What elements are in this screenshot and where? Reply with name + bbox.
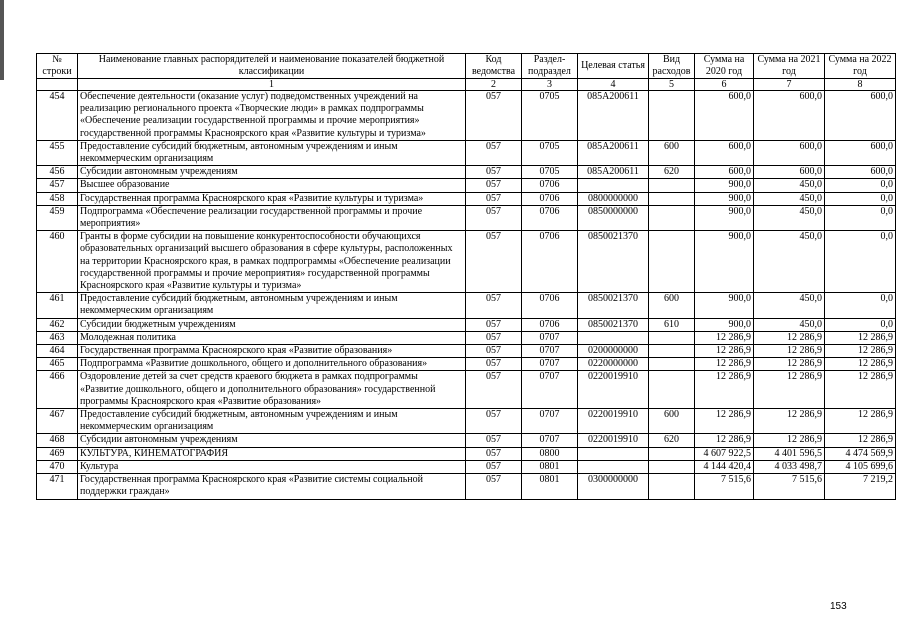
cell-name: Культура — [78, 460, 466, 473]
cell-target-item: 085А200611 — [578, 91, 649, 141]
table-row — [37, 192, 896, 205]
cell-sum-2020: 12 286,9 — [695, 409, 754, 434]
cell-sum-2022: 4 105 699,6 — [825, 460, 896, 473]
cell-section: 0706 — [522, 293, 578, 318]
cell-expense-type: 620 — [649, 434, 695, 447]
cell-row-number: 454 — [37, 91, 78, 141]
cell-sum-2021: 12 286,9 — [754, 434, 825, 447]
cell-expense-type — [649, 358, 695, 371]
cell-section: 0801 — [522, 474, 578, 499]
cell-section: 0707 — [522, 371, 578, 409]
cell-name: Оздоровление детей за счет средств краевого бюджета в рамках подпрограммы «Развитие дошкольного, общего и дополнительного образования» государственной программы Красноярского края «Развитие образования» — [78, 371, 466, 409]
column-number — [37, 79, 78, 91]
cell-sum-2022: 0,0 — [825, 318, 896, 331]
cell-sum-2021: 4 401 596,5 — [754, 447, 825, 460]
cell-sum-2021: 600,0 — [754, 166, 825, 179]
cell-target-item: 0850021370 — [578, 293, 649, 318]
cell-sum-2020: 12 286,9 — [695, 434, 754, 447]
cell-target-item: 0850000000 — [578, 205, 649, 230]
cell-section: 0707 — [522, 345, 578, 358]
table-row — [37, 371, 896, 409]
cell-expense-type — [649, 179, 695, 192]
cell-sum-2020: 12 286,9 — [695, 371, 754, 409]
cell-sum-2021: 12 286,9 — [754, 345, 825, 358]
cell-expense-type — [649, 447, 695, 460]
cell-row-number: 456 — [37, 166, 78, 179]
cell-expense-type — [649, 192, 695, 205]
column-number: 6 — [695, 79, 754, 91]
cell-target-item — [578, 179, 649, 192]
cell-department-code: 057 — [466, 140, 522, 165]
cell-sum-2021: 450,0 — [754, 179, 825, 192]
cell-sum-2020: 900,0 — [695, 192, 754, 205]
cell-section: 0705 — [522, 140, 578, 165]
cell-section: 0706 — [522, 192, 578, 205]
cell-sum-2020: 4 144 420,4 — [695, 460, 754, 473]
column-number: 7 — [754, 79, 825, 91]
cell-sum-2022: 600,0 — [825, 91, 896, 141]
cell-sum-2020: 900,0 — [695, 179, 754, 192]
cell-name: Обеспечение деятельности (оказание услуг) подведомственных учреждений на реализацию регионального проекта «Творческие люди» в рамках подпрограммы «Обеспечение реализации государственной программы и прочие мероприятия» государственной программы Красноярского края «Развитие культуры и туризма» — [78, 91, 466, 141]
cell-expense-type — [649, 345, 695, 358]
cell-section: 0705 — [522, 166, 578, 179]
cell-name: Молодежная политика — [78, 331, 466, 344]
cell-row-number: 467 — [37, 409, 78, 434]
cell-row-number: 468 — [37, 434, 78, 447]
cell-sum-2020: 12 286,9 — [695, 345, 754, 358]
cell-name: Предоставление субсидий бюджетным, автономным учреждениям и иным некоммерческим организациям — [78, 409, 466, 434]
cell-sum-2022: 12 286,9 — [825, 371, 896, 409]
cell-expense-type: 600 — [649, 293, 695, 318]
cell-sum-2022: 12 286,9 — [825, 434, 896, 447]
cell-sum-2022: 0,0 — [825, 293, 896, 318]
cell-sum-2022: 0,0 — [825, 192, 896, 205]
cell-department-code: 057 — [466, 318, 522, 331]
cell-sum-2021: 12 286,9 — [754, 409, 825, 434]
cell-sum-2021: 450,0 — [754, 318, 825, 331]
cell-section: 0706 — [522, 179, 578, 192]
cell-sum-2022: 12 286,9 — [825, 345, 896, 358]
cell-name: Государственная программа Красноярского края «Развитие культуры и туризма» — [78, 192, 466, 205]
cell-target-item: 085А200611 — [578, 140, 649, 165]
cell-sum-2020: 7 515,6 — [695, 474, 754, 499]
cell-row-number: 471 — [37, 474, 78, 499]
table-row — [37, 205, 896, 230]
cell-expense-type — [649, 460, 695, 473]
cell-sum-2021: 12 286,9 — [754, 358, 825, 371]
cell-target-item — [578, 447, 649, 460]
column-number: 5 — [649, 79, 695, 91]
cell-sum-2021: 600,0 — [754, 140, 825, 165]
cell-department-code: 057 — [466, 371, 522, 409]
cell-row-number: 470 — [37, 460, 78, 473]
cell-department-code: 057 — [466, 192, 522, 205]
cell-target-item — [578, 460, 649, 473]
header-sum-2022: Сумма на 2022 год — [825, 54, 896, 79]
cell-expense-type — [649, 371, 695, 409]
cell-department-code: 057 — [466, 358, 522, 371]
table-row — [37, 293, 896, 318]
cell-sum-2020: 900,0 — [695, 293, 754, 318]
column-number: 2 — [466, 79, 522, 91]
cell-row-number: 465 — [37, 358, 78, 371]
cell-sum-2020: 900,0 — [695, 231, 754, 293]
cell-department-code: 057 — [466, 179, 522, 192]
table-row — [37, 140, 896, 165]
cell-sum-2022: 4 474 569,9 — [825, 447, 896, 460]
cell-department-code: 057 — [466, 205, 522, 230]
cell-name: Государственная программа Красноярского края «Развитие образования» — [78, 345, 466, 358]
table-body — [37, 91, 896, 500]
header-sum-2021: Сумма на 2021 год — [754, 54, 825, 79]
cell-target-item: 0850021370 — [578, 318, 649, 331]
cell-section: 0707 — [522, 358, 578, 371]
header-expense-type: Вид расходов — [649, 54, 695, 79]
cell-target-item: 085А200611 — [578, 166, 649, 179]
cell-sum-2022: 0,0 — [825, 205, 896, 230]
header-name: Наименование главных распорядителей и наименование показателей бюджетной классификации — [78, 54, 466, 79]
cell-section: 0707 — [522, 331, 578, 344]
cell-section: 0706 — [522, 205, 578, 230]
cell-expense-type: 600 — [649, 409, 695, 434]
page-number: 153 — [830, 601, 847, 612]
cell-target-item — [578, 331, 649, 344]
column-number: 3 — [522, 79, 578, 91]
cell-expense-type — [649, 331, 695, 344]
cell-row-number: 462 — [37, 318, 78, 331]
cell-sum-2021: 450,0 — [754, 293, 825, 318]
cell-target-item: 0220019910 — [578, 434, 649, 447]
cell-sum-2020: 600,0 — [695, 140, 754, 165]
cell-name: Предоставление субсидий бюджетным, автономным учреждениям и иным некоммерческим организациям — [78, 140, 466, 165]
cell-department-code: 057 — [466, 91, 522, 141]
header-sum-2020: Сумма на 2020 год — [695, 54, 754, 79]
cell-sum-2020: 12 286,9 — [695, 331, 754, 344]
cell-row-number: 461 — [37, 293, 78, 318]
cell-sum-2021: 7 515,6 — [754, 474, 825, 499]
cell-target-item: 0220000000 — [578, 358, 649, 371]
cell-sum-2022: 0,0 — [825, 231, 896, 293]
cell-target-item: 0300000000 — [578, 474, 649, 499]
cell-department-code: 057 — [466, 231, 522, 293]
column-number: 4 — [578, 79, 649, 91]
cell-row-number: 460 — [37, 231, 78, 293]
cell-sum-2022: 12 286,9 — [825, 358, 896, 371]
cell-name: Гранты в форме субсидии на повышение конкурентоспособности обучающихся образовательных организаций высшего образования в сфере культуры, расположенных на территории Красноярского края, в рамках подпрограммы «Обеспечение реализации государственной программы и прочие мероприятия» государственной программы Красноярского края «Развитие культуры и туризма» — [78, 231, 466, 293]
cell-sum-2020: 4 607 922,5 — [695, 447, 754, 460]
cell-row-number: 463 — [37, 331, 78, 344]
cell-section: 0800 — [522, 447, 578, 460]
cell-row-number: 455 — [37, 140, 78, 165]
table-header-row — [37, 54, 896, 79]
cell-sum-2021: 4 033 498,7 — [754, 460, 825, 473]
cell-name: Подпрограмма «Обеспечение реализации государственной программы и прочие мероприятия» — [78, 205, 466, 230]
cell-sum-2022: 12 286,9 — [825, 409, 896, 434]
cell-target-item: 0800000000 — [578, 192, 649, 205]
cell-sum-2020: 600,0 — [695, 166, 754, 179]
cell-name: Подпрограмма «Развитие дошкольного, общего и дополнительного образования» — [78, 358, 466, 371]
cell-sum-2020: 600,0 — [695, 91, 754, 141]
cell-row-number: 464 — [37, 345, 78, 358]
cell-name: Высшее образование — [78, 179, 466, 192]
cell-sum-2022: 7 219,2 — [825, 474, 896, 499]
cell-department-code: 057 — [466, 460, 522, 473]
cell-target-item: 0220019910 — [578, 371, 649, 409]
table-row — [37, 460, 896, 473]
cell-sum-2020: 900,0 — [695, 318, 754, 331]
table-row — [37, 231, 896, 293]
cell-row-number: 466 — [37, 371, 78, 409]
cell-row-number: 458 — [37, 192, 78, 205]
cell-department-code: 057 — [466, 434, 522, 447]
header-target-item: Целевая статья — [578, 54, 649, 79]
cell-sum-2022: 12 286,9 — [825, 331, 896, 344]
cell-expense-type: 620 — [649, 166, 695, 179]
cell-department-code: 057 — [466, 345, 522, 358]
cell-name: Государственная программа Красноярского края «Развитие системы социальной поддержки граждан» — [78, 474, 466, 499]
cell-name: Субсидии бюджетным учреждениям — [78, 318, 466, 331]
cell-section: 0705 — [522, 91, 578, 141]
cell-target-item: 0850021370 — [578, 231, 649, 293]
cell-sum-2020: 12 286,9 — [695, 358, 754, 371]
table-row — [37, 166, 896, 179]
cell-name: Предоставление субсидий бюджетным, автономным учреждениям и иным некоммерческим организациям — [78, 293, 466, 318]
table-row — [37, 474, 896, 499]
cell-section: 0706 — [522, 318, 578, 331]
cell-department-code: 057 — [466, 331, 522, 344]
cell-expense-type — [649, 474, 695, 499]
cell-expense-type — [649, 91, 695, 141]
cell-sum-2021: 12 286,9 — [754, 331, 825, 344]
cell-target-item: 0200000000 — [578, 345, 649, 358]
cell-name: Субсидии автономным учреждениям — [78, 166, 466, 179]
cell-department-code: 057 — [466, 166, 522, 179]
table-row — [37, 91, 896, 141]
cell-row-number: 457 — [37, 179, 78, 192]
cell-department-code: 057 — [466, 293, 522, 318]
budget-table — [36, 53, 896, 500]
header-row-number: № строки — [37, 54, 78, 79]
column-number: 1 — [78, 79, 466, 91]
cell-section: 0706 — [522, 231, 578, 293]
cell-target-item: 0220019910 — [578, 409, 649, 434]
cell-sum-2020: 900,0 — [695, 205, 754, 230]
cell-name: КУЛЬТУРА, КИНЕМАТОГРАФИЯ — [78, 447, 466, 460]
column-number: 8 — [825, 79, 896, 91]
cell-row-number: 469 — [37, 447, 78, 460]
header-department-code: Код ведомства — [466, 54, 522, 79]
cell-section: 0801 — [522, 460, 578, 473]
column-number-row — [37, 79, 896, 91]
cell-expense-type — [649, 231, 695, 293]
table-row — [37, 447, 896, 460]
cell-row-number: 459 — [37, 205, 78, 230]
cell-sum-2022: 600,0 — [825, 140, 896, 165]
cell-department-code: 057 — [466, 474, 522, 499]
cell-name: Субсидии автономным учреждениям — [78, 434, 466, 447]
cell-sum-2021: 12 286,9 — [754, 371, 825, 409]
cell-expense-type — [649, 205, 695, 230]
cell-sum-2021: 600,0 — [754, 91, 825, 141]
cell-sum-2021: 450,0 — [754, 231, 825, 293]
cell-expense-type: 610 — [649, 318, 695, 331]
cell-section: 0707 — [522, 409, 578, 434]
table-row — [37, 318, 896, 331]
table-row — [37, 358, 896, 371]
cell-expense-type: 600 — [649, 140, 695, 165]
cell-section: 0707 — [522, 434, 578, 447]
table-row — [37, 179, 896, 192]
table-row — [37, 434, 896, 447]
cell-department-code: 057 — [466, 447, 522, 460]
table-row — [37, 345, 896, 358]
cell-sum-2022: 600,0 — [825, 166, 896, 179]
table-row — [37, 331, 896, 344]
scan-edge-mark — [0, 0, 4, 80]
cell-sum-2021: 450,0 — [754, 205, 825, 230]
cell-sum-2022: 0,0 — [825, 179, 896, 192]
table-row — [37, 409, 896, 434]
cell-sum-2021: 450,0 — [754, 192, 825, 205]
header-section: Раздел-подраздел — [522, 54, 578, 79]
cell-department-code: 057 — [466, 409, 522, 434]
